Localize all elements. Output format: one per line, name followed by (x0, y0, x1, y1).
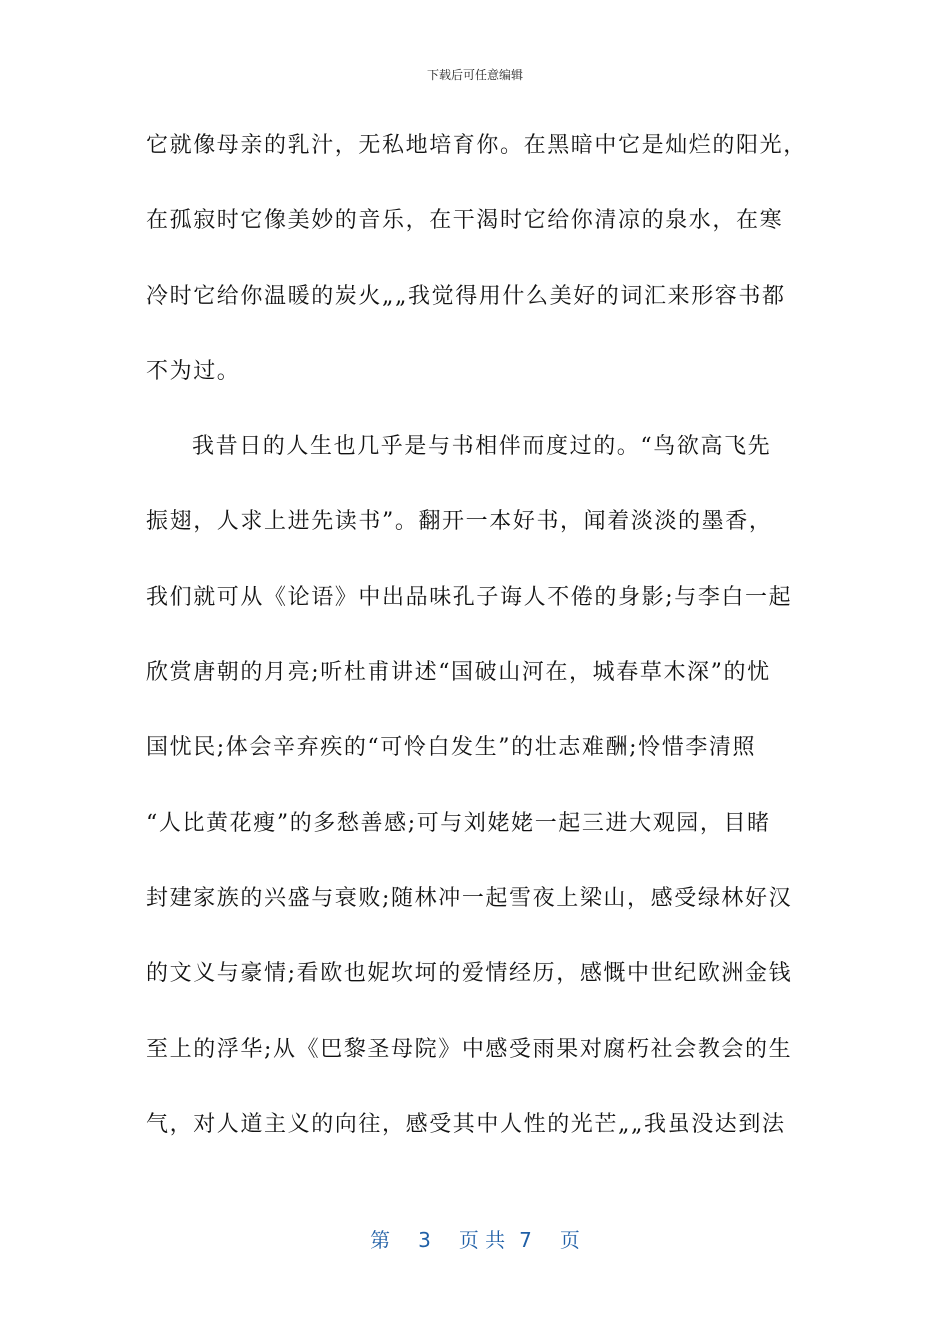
text-line: 欣赏唐朝的月亮;听杜甫讲述“国破山河在，城春草木深”的忧 (146, 660, 771, 686)
text-line: 振翅，人求上进先读书”。翻开一本好书，闻着淡淡的墨香， (146, 509, 773, 535)
text-line: 不为过。 (146, 358, 241, 384)
text-line: 在孤寂时它像美妙的音乐，在干渴时它给你清凉的泉水，在寒 (146, 208, 784, 234)
current-page-number: 3 (418, 1228, 431, 1252)
page-footer (0, 1224, 950, 1253)
text-line: 我们就可从《论语》中出品味孔子诲人不倦的身影;与李白一起 (146, 584, 793, 610)
text-line: 冷时它给你温暖的炭火„„我觉得用什么美好的词汇来形容书都 (146, 283, 786, 309)
page-header: 下载后可任意编辑 (426, 68, 523, 82)
page-label-suffix: 页 (559, 1228, 580, 1252)
text-line: 封建家族的兴盛与衰败;随林冲一起雪夜上梁山，感受绿林好汉 (146, 885, 793, 911)
text-line: 国忧民;体会辛弃疾的“可怜白发生”的壮志难酬;怜惜李清照 (146, 735, 757, 761)
text-line: 气，对人道主义的向往，感受其中人性的光芒„„我虽没达到法 (146, 1111, 786, 1137)
text-line: 至上的浮华;从《巴黎圣母院》中感受雨果对腐朽社会教会的生 (146, 1036, 793, 1062)
document-body (146, 126, 816, 1180)
paragraph-first-line: 我昔日的人生也几乎是与书相伴而度过的。“鸟欲高飞先 (192, 434, 772, 460)
text-line: 它就像母亲的乳汁，无私地培育你。在黑暗中它是灿烂的阳光， (146, 133, 807, 158)
total-pages-number: 7 (519, 1228, 532, 1252)
text-line: 的文义与豪情;看欧也妮坎坷的爱情经历，感慨中世纪欧洲金钱 (146, 961, 793, 987)
text-line: “人比黄花瘦”的多愁善感;可与刘姥姥一起三进大观园，目睹 (146, 810, 771, 836)
page-label-middle: 页 共 (458, 1228, 506, 1252)
page-label-prefix: 第 (370, 1228, 391, 1252)
